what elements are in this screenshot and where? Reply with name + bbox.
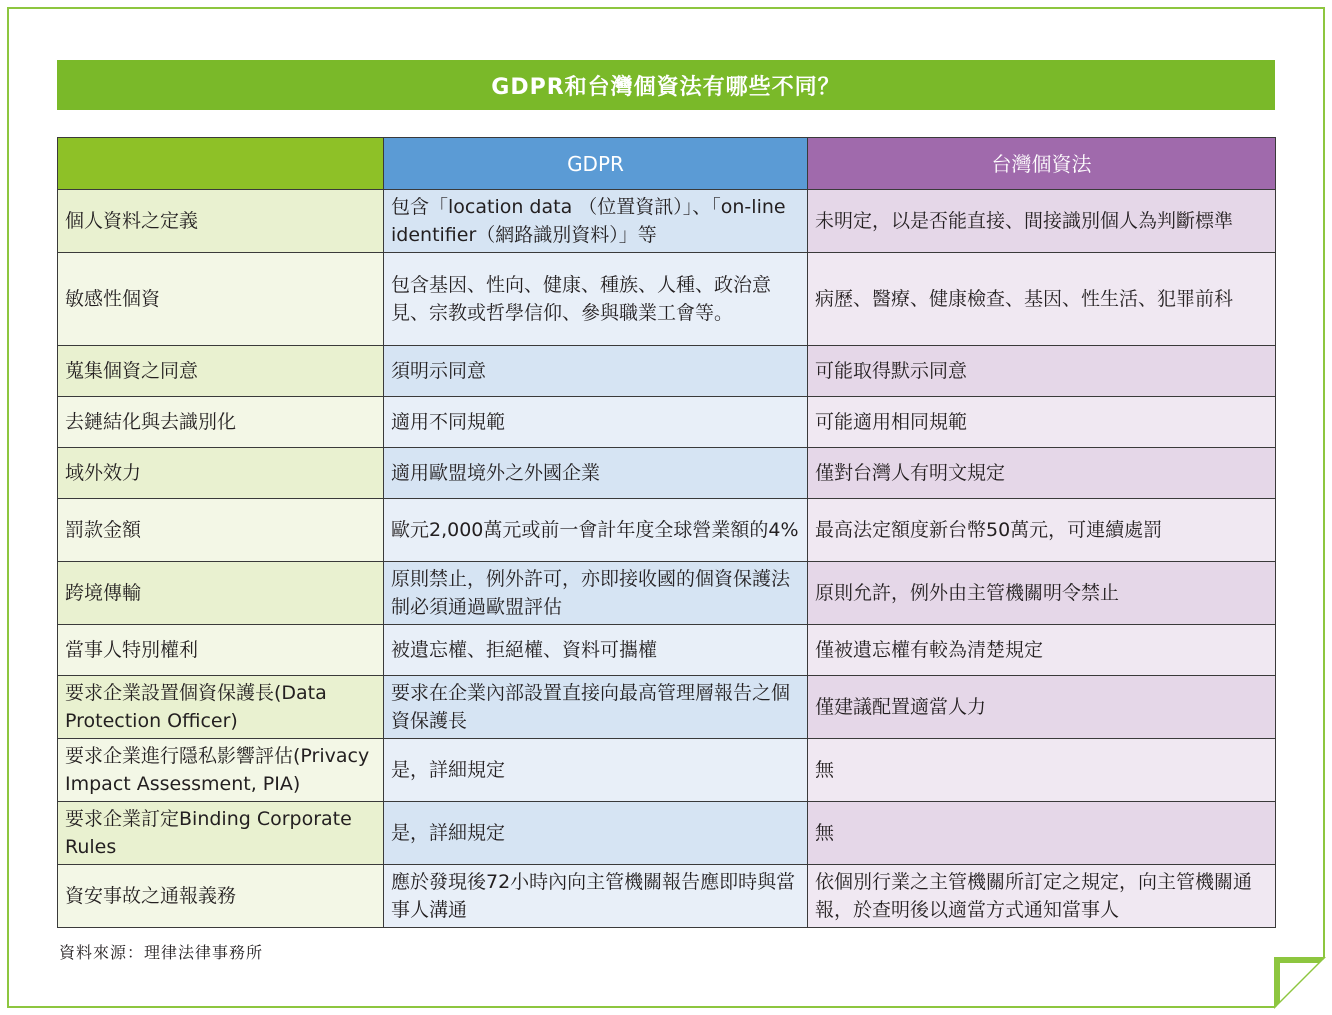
header-taiwan: 台灣個資法 [808,138,1276,190]
row-taiwan-cell: 最高法定額度新台幣50萬元，可連續處罰 [808,499,1276,562]
row-taiwan-cell: 僅被遺忘權有較為清楚規定 [808,625,1276,676]
source-note: 資料來源：理律法律事務所 [59,943,264,962]
row-taiwan-cell: 依個別行業之主管機關所訂定之規定，向主管機關通報，於查明後以適當方式通知當事人 [808,865,1276,928]
row-gdpr-cell: 適用歐盟境外之外國企業 [384,448,808,499]
row-taiwan-cell: 病歷、醫療、健康檢查、基因、性生活、犯罪前科 [808,253,1276,346]
table-row [58,346,1276,397]
table-row [58,802,1276,865]
row-gdpr-cell: 被遺忘權、拒絕權、資料可攜權 [384,625,808,676]
table-row [58,397,1276,448]
row-taiwan-cell: 未明定，以是否能直接、間接識別個人為判斷標準 [808,190,1276,253]
table-row [58,739,1276,802]
table-row [58,499,1276,562]
row-gdpr-cell: 須明示同意 [384,346,808,397]
row-gdpr-cell: 歐元2,000萬元或前一會計年度全球營業額的4% [384,499,808,562]
table-row [58,448,1276,499]
table-row [58,676,1276,739]
row-taiwan-cell: 原則允許，例外由主管機關明令禁止 [808,562,1276,625]
row-item-cell: 去鏈結化與去識別化 [58,397,384,448]
table-row [58,865,1276,928]
row-taiwan-cell: 可能適用相同規範 [808,397,1276,448]
row-item-cell: 個人資料之定義 [58,190,384,253]
row-item-cell: 要求企業訂定Binding Corporate Rules [58,802,384,865]
header-item [58,138,384,190]
row-taiwan-cell: 僅對台灣人有明文規定 [808,448,1276,499]
table-row [58,625,1276,676]
row-gdpr-cell: 是，詳細規定 [384,802,808,865]
row-item-cell: 要求企業進行隱私影響評估(Privacy Impact Assessment, PIA) [58,739,384,802]
folded-corner-decoration [1274,957,1326,1009]
table-row [58,562,1276,625]
table-row [58,190,1276,253]
row-gdpr-cell: 包含基因、性向、健康、種族、人種、政治意見、宗教或哲學信仰、參與職業工會等。 [384,253,808,346]
row-item-cell: 跨境傳輸 [58,562,384,625]
row-gdpr-cell: 適用不同規範 [384,397,808,448]
row-taiwan-cell: 無 [808,739,1276,802]
table-body [58,190,1276,928]
row-item-cell: 域外效力 [58,448,384,499]
row-gdpr-cell: 應於發現後72小時內向主管機關報告應即時與當事人溝通 [384,865,808,928]
row-taiwan-cell: 僅建議配置適當人力 [808,676,1276,739]
row-gdpr-cell: 是，詳細規定 [384,739,808,802]
row-item-cell: 罰款金額 [58,499,384,562]
row-item-cell: 資安事故之通報義務 [58,865,384,928]
figure-title: GDPR和台灣個資法有哪些不同？ [57,60,1275,110]
row-item-cell: 要求企業設置個資保護長(Data Protection Officer) [58,676,384,739]
comparison-table [57,137,1276,928]
row-gdpr-cell: 原則禁止，例外許可，亦即接收國的個資保護法制必須通過歐盟評估 [384,562,808,625]
header-gdpr: GDPR [384,138,808,190]
row-taiwan-cell: 無 [808,802,1276,865]
row-item-cell: 敏感性個資 [58,253,384,346]
row-item-cell: 蒐集個資之同意 [58,346,384,397]
table-row [58,253,1276,346]
row-gdpr-cell: 包含「location data （位置資訊）」、「on-line identifier（網路識別資料）」等 [384,190,808,253]
row-gdpr-cell: 要求在企業內部設置直接向最高管理層報告之個資保護長 [384,676,808,739]
row-taiwan-cell: 可能取得默示同意 [808,346,1276,397]
row-item-cell: 當事人特別權利 [58,625,384,676]
table-header-row [58,138,1276,190]
